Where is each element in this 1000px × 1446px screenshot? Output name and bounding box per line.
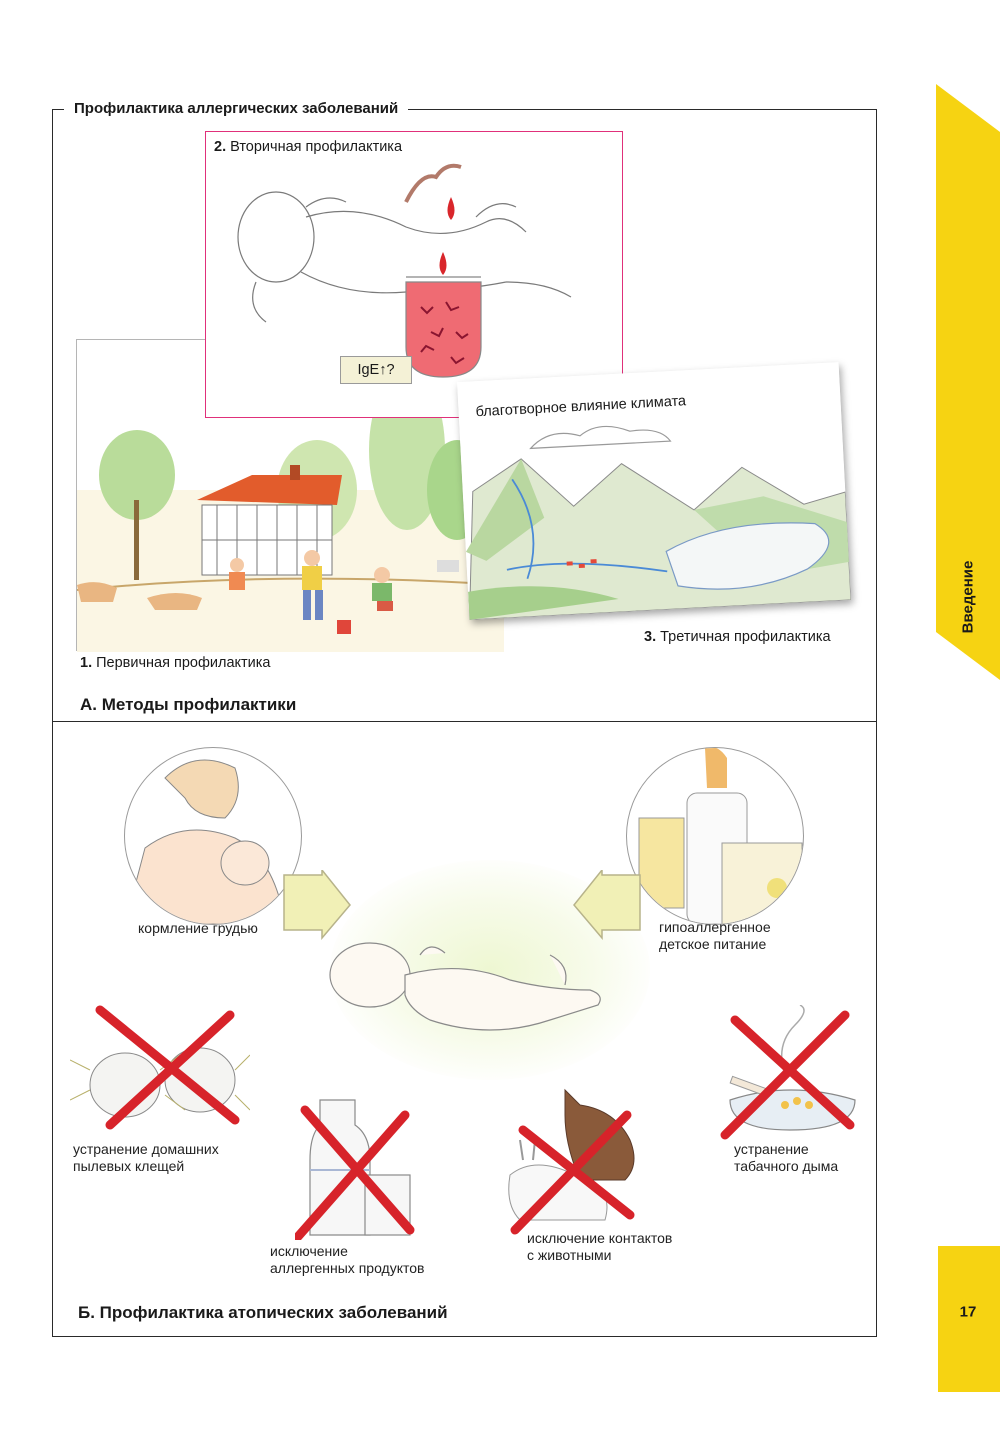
tobacco-line-1: устранение (734, 1141, 809, 1157)
milk-bottle-illustration (295, 1090, 425, 1240)
section-divider (52, 721, 877, 722)
primary-prevention-number: 1. (80, 655, 93, 671)
secondary-prevention-panel (205, 131, 623, 418)
dust-mites-line-2: пылевых клещей (73, 1158, 185, 1174)
pets-illustration (505, 1085, 645, 1235)
tertiary-prevention-number: 3. (644, 629, 657, 645)
climate-caption: благотворное влияние климата (475, 393, 687, 421)
tobacco-line-2: табачного дыма (734, 1158, 839, 1174)
infant-illustration (320, 935, 610, 1055)
hypoallergenic-caption (659, 919, 771, 953)
dust-mites-illustration (70, 1000, 250, 1130)
ashtray-illustration (715, 1005, 865, 1140)
page-title: Профилактика аллергических заболеваний (64, 100, 408, 117)
allergen-foods-line-2: аллергенных продуктов (270, 1260, 425, 1276)
hypoallergenic-line-2: детское питание (659, 936, 767, 952)
breastfeeding-illustration (125, 748, 301, 924)
tertiary-prevention-text: Третичная профилактика (660, 629, 831, 645)
primary-prevention-label (80, 654, 271, 672)
baby-formula-illustration (627, 748, 803, 924)
secondary-prevention-text: Вторичная профилактика (230, 139, 403, 155)
section-b-title: Б. Профилактика атопических заболеваний (78, 1303, 448, 1322)
primary-prevention-text: Первичная профилактика (96, 655, 271, 671)
secondary-prevention-label (214, 138, 402, 156)
chapter-tab-label: Введение (959, 560, 977, 634)
tertiary-prevention-panel (457, 362, 851, 620)
dust-mites-line-1: устранение домашних (73, 1141, 219, 1157)
formula-circle (626, 747, 804, 925)
arrow-left-icon (572, 870, 642, 940)
allergen-foods-caption (270, 1243, 424, 1277)
breastfeeding-caption: кормление грудью (138, 920, 258, 936)
tobacco-caption (734, 1141, 838, 1175)
hypoallergenic-line-1: гипоаллергенное (659, 919, 771, 935)
secondary-prevention-number: 2. (214, 139, 227, 155)
ige-label: IgE↑? (340, 356, 412, 384)
tertiary-prevention-label (644, 628, 831, 646)
dust-mites-caption (73, 1141, 219, 1175)
animals-line-2: с животными (527, 1247, 612, 1263)
page-number: 17 (959, 1303, 977, 1321)
arrow-right-icon (282, 870, 352, 940)
breastfeeding-circle (124, 747, 302, 925)
section-a-title: А. Методы профилактики (80, 695, 297, 714)
allergen-foods-line-1: исключение (270, 1243, 348, 1259)
animals-line-1: исключение контактов (527, 1230, 673, 1246)
animals-caption (527, 1230, 672, 1264)
